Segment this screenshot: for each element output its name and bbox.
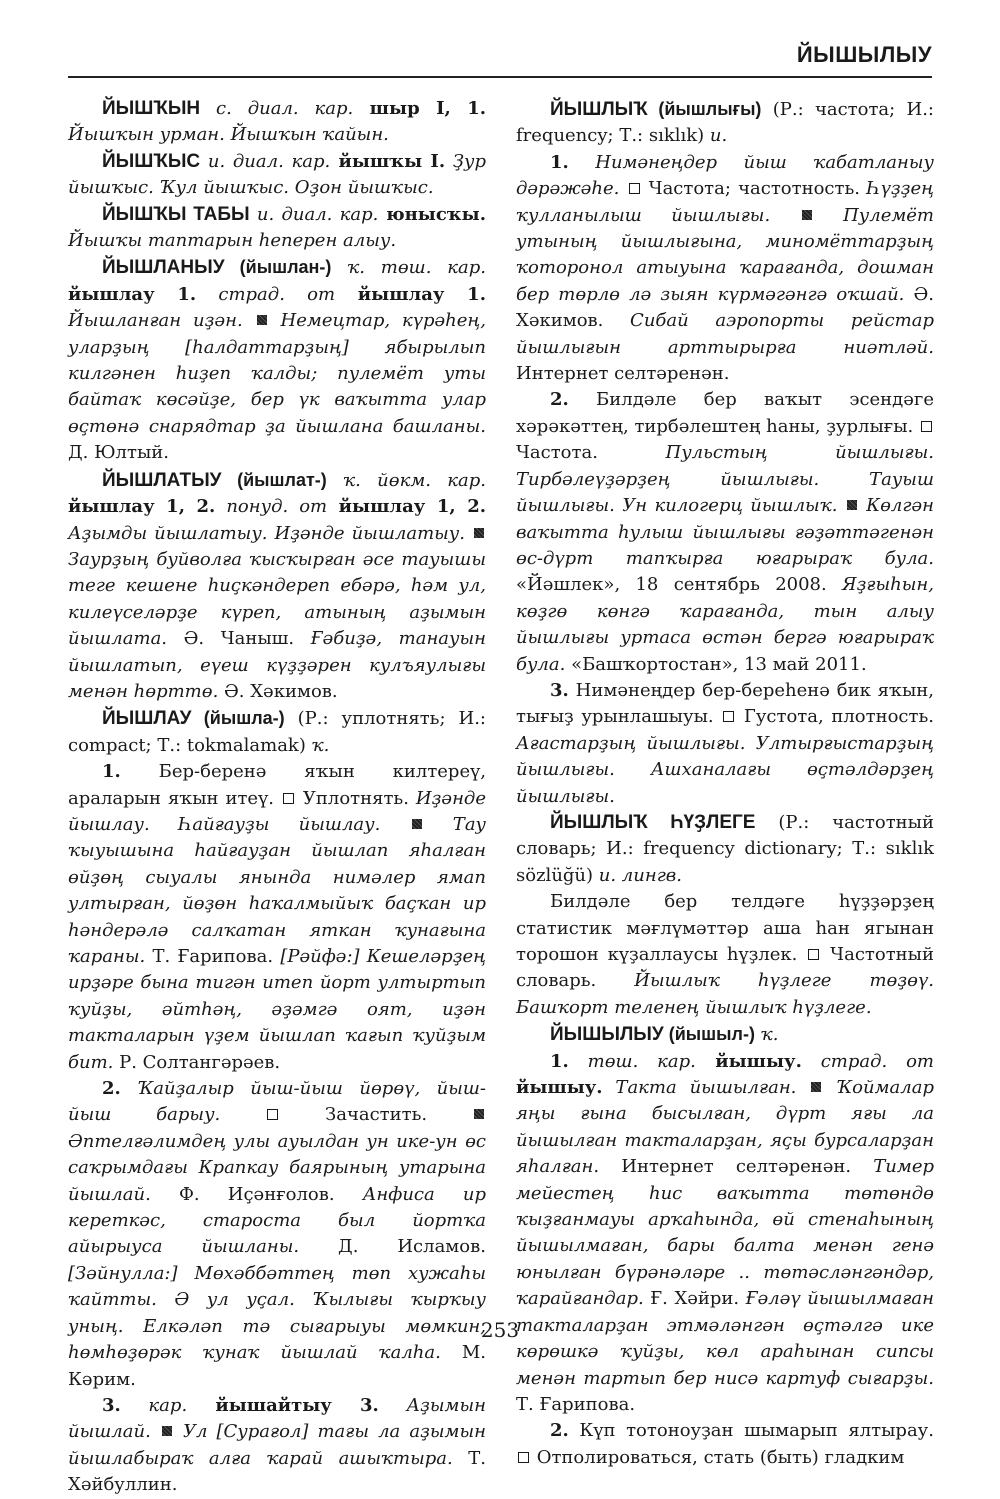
translation-marker-icon bbox=[267, 1109, 278, 1120]
translation-marker-icon bbox=[283, 793, 294, 804]
citation-author: Д. Юлтый. bbox=[68, 442, 169, 464]
headword: ЙЫШЛАТЫУ bbox=[102, 469, 222, 491]
translations: (Р.: частотный словарь; И.: frequency dictionary; Т.: sıklık sözlüğü) bbox=[516, 811, 934, 886]
definition-paragraph bbox=[516, 889, 934, 1021]
example: Иҙәнде йышлау. Һайғауҙы йышлау. bbox=[68, 787, 486, 835]
grammar-label: страд. от bbox=[196, 283, 336, 305]
example: Йышлыҡ һүҙлеге төҙөү. Башҡорт теленең йышлыҡ һүҙлеге. bbox=[516, 970, 934, 1018]
grammar-label: понуд. от bbox=[215, 496, 328, 518]
headword: ЙЫШҠЫС bbox=[102, 150, 201, 172]
headword: ЙЫШЛАНЫУ bbox=[102, 257, 225, 279]
citation: Тимер мейестең һис ваҡытта төтөндө ҡыҙғанмауы арҡаһында, өй стенаһының йышылмаған, бары балта менән генә юнылған бүрәнәләре .. төтәсләнгәндәр, ҡарайғандар. bbox=[516, 1156, 934, 1310]
citation: Яҙғыһын, көҙгө көнгә ҡарағанда, тын алыу йышлығы уртаса өстән бергә юғарыраҡ була. bbox=[516, 574, 934, 675]
citation: [Зәйнулла:] Мөхәббәттең төп хужаһы ҡайтты. Ә ул уҫал. Ҡылығы ҡырҡыу уның. Елкәләп тә сығарыуы мөмкин, һөмһөҙөрәк ҡунаҡ йышлай ҡалһа. bbox=[68, 1262, 486, 1364]
cross-reference: йышлау 1. bbox=[68, 283, 197, 305]
sense-1 bbox=[68, 759, 486, 1076]
entry-yyshlyk bbox=[516, 96, 934, 150]
citation-marker-icon bbox=[257, 315, 267, 325]
entry-yyshlatyu bbox=[68, 467, 486, 706]
citation-author: Ә. Хәкимов. bbox=[516, 283, 935, 332]
russian-equivalent: Частота; частотность. bbox=[641, 178, 860, 200]
sense-number: 2. bbox=[102, 1078, 121, 1100]
headword: ЙЫШЛЫҠ bbox=[550, 99, 648, 120]
grammar-label: страд. от bbox=[801, 1050, 934, 1072]
example: Аҙымды йышлатыу. Иҙәнде йышлатыу. bbox=[68, 522, 465, 544]
citation-author: Интернет селтәренән. bbox=[516, 363, 730, 385]
translations: (Р.: частота; И.: frequency; Т.: sıklık) bbox=[516, 99, 934, 147]
left-column bbox=[68, 96, 486, 1499]
sense-1 bbox=[516, 150, 934, 388]
citation-marker-icon bbox=[474, 1109, 484, 1119]
cross-reference: йышҡы I. bbox=[330, 150, 446, 172]
sense-3 bbox=[516, 678, 934, 810]
page-number: 253 bbox=[480, 1318, 520, 1342]
citation: Әптелғәлимдең улы ауылдан ун ике-ун өс саҡрымдағы Крапкау баярының утарына йышлай. bbox=[68, 1130, 486, 1205]
example: Йышҡы таптарын һеперен алыу. bbox=[68, 230, 397, 252]
entry-yyshylyu bbox=[516, 1021, 934, 1048]
citation: Заурҙың буйволға ҡысҡырған әсе тауышы теге кешене һиҫкәндереп ебәрә, һәм ул, килеүселәрҙе күреп, атының аҙымын йышлата. bbox=[68, 548, 486, 650]
translation-marker-icon bbox=[518, 1452, 529, 1463]
cross-reference: йышлау 1, 2. bbox=[68, 496, 216, 518]
example: Йышҡын урман. Йышҡын ҡайын. bbox=[68, 124, 389, 146]
citation: Анфиса ир кереткәс, староста был йортҡа айырыуса йышланы. bbox=[68, 1183, 486, 1258]
right-column bbox=[516, 96, 934, 1471]
citation-author: Т. Ғарипова. bbox=[516, 1393, 636, 1415]
citation: [Рәйфә:] Кешеләрҙең ирҙәре бына тигән итеп йорт ултыртып ҡуйҙы, әйтһәң, әҙәмгә оят, иҙән такталарын үҙем йышлап ҡағып ҡуйҙым бит. bbox=[68, 946, 486, 1073]
grammar-label: ҡ. төш. кар. bbox=[331, 257, 486, 279]
citation-author: Интернет селтәренән. bbox=[599, 1156, 852, 1178]
citation-author: Ф. Иҫәнғолов. bbox=[150, 1183, 335, 1205]
definition: Ҡайҙалыр йыш-йыш йөрөү, йыш-йыш барыу. bbox=[68, 1078, 486, 1126]
citation-author: «Башҡортостан», 13 май 2011. bbox=[565, 653, 867, 675]
russian-equivalent: Уплотнять. bbox=[295, 787, 409, 809]
citation-author: М. Кәрим. bbox=[68, 1342, 486, 1390]
header-rule bbox=[68, 76, 932, 78]
grammar-label: и. диал. кар. bbox=[249, 203, 379, 225]
sense-2 bbox=[516, 1418, 934, 1471]
sense-number: 1. bbox=[550, 151, 569, 173]
entry-yyshlau bbox=[68, 705, 486, 759]
citation: Ул [Сурағол] тағы ла аҙымын йышлабыраҡ алға ҡарай ашыҡтыра. bbox=[68, 1421, 486, 1469]
stem-form: (йышлан-) bbox=[224, 257, 332, 278]
cross-reference: йышайтыу 3. bbox=[187, 1394, 379, 1416]
definition: Билдәле бер ваҡыт эсендәге хәрәкәттең, тирбәлештең һаны, ҙурлығы. bbox=[516, 389, 934, 437]
cross-reference: йышлау 1, 2. bbox=[327, 496, 487, 518]
russian-equivalent: Частотный словарь. bbox=[516, 944, 934, 992]
russian-equivalent: Частота. bbox=[516, 442, 598, 464]
citation-marker-icon bbox=[474, 528, 484, 538]
citation-marker-icon bbox=[847, 500, 857, 510]
citation: Сибай аэропорты рейстар йышлығын арттырырға ниәтләй. bbox=[516, 310, 934, 358]
citation-author: Ғ. Хәйри. bbox=[643, 1288, 740, 1310]
grammar-label: и. bbox=[704, 125, 728, 147]
entry-yyshlanyu bbox=[68, 254, 486, 466]
definition: Нимәнеңдер йыш ҡабатланыу дәрәжәһе. bbox=[516, 151, 934, 200]
definition: Нимәнеңдер бер-береһенә бик яҡын, тығыҙ урынлашыуы. bbox=[516, 679, 934, 728]
russian-equivalent: Густота, плотность. bbox=[736, 706, 934, 728]
citation-author: «Йәшлек», 18 сентябрь 2008. bbox=[516, 574, 827, 596]
citation: Немецтар, күрәһең, уларҙың [һалдаттарҙың] ябырылып килгәнен һиҙеп ҡалды; пулемёт уты байтаҡ көсәйҙе, бер үк ваҡытта улар өҫтөнә снарядтар ҙа йышлана башланы. bbox=[68, 310, 486, 437]
cross-reference: йышлау 1. bbox=[335, 283, 486, 305]
cross-reference: юнысҡы. bbox=[378, 203, 486, 225]
sense-number: 1. bbox=[102, 761, 121, 783]
citation-author: Т. Ғарипова. bbox=[145, 946, 274, 967]
example: Йышланған иҙән. bbox=[68, 310, 243, 332]
entry-yyshlyk-huzlege bbox=[516, 810, 934, 889]
example: Пульстың йышлығы. Тирбәлеүҙәрҙең йышлығы. Тауыш йышлығы. Ун килогерц йышлыҡ. bbox=[516, 442, 934, 517]
stem-form: (йышла-) bbox=[191, 708, 285, 729]
headword: ЙЫШЛАУ bbox=[102, 708, 192, 730]
stem-form: (йышлат-) bbox=[221, 469, 327, 490]
grammar-label: төш. кар. bbox=[568, 1050, 696, 1072]
citation-author: Р. Солтангәрәев. bbox=[113, 1051, 281, 1073]
grammar-label: ҡ. йөкм. кар. bbox=[326, 469, 486, 491]
citation-author: Т. Хәйбуллин. bbox=[68, 1447, 486, 1496]
entry-yyshky-taby bbox=[68, 202, 486, 255]
sense-number: 3. bbox=[102, 1394, 121, 1416]
stem-form: (йышлығы) bbox=[647, 99, 762, 119]
sense-3 bbox=[68, 1393, 486, 1499]
grammar-label: ҡ. bbox=[305, 734, 330, 756]
citation-author: Д. Исламов. bbox=[299, 1236, 486, 1258]
grammar-label: и. лингв. bbox=[593, 864, 683, 886]
sense-number: 1. bbox=[550, 1050, 569, 1072]
headword: ЙЫШЛЫҠ ҺҮҘЛЕГЕ bbox=[550, 811, 756, 833]
russian-equivalent: Зачастить. bbox=[280, 1104, 428, 1126]
running-head: ЙЫШЫЛЫУ bbox=[796, 42, 932, 67]
citation-author: Ә. Чаныш. bbox=[167, 628, 295, 650]
example: Ағастарҙың йышлығы. Ултырғыстарҙың йышлығы. Ашханалағы өҫтәлдәрҙең йышлығы. bbox=[516, 732, 934, 807]
grammar-label: кар. bbox=[120, 1394, 188, 1416]
example: Аҙымын йышлай. bbox=[68, 1394, 487, 1443]
translation-marker-icon bbox=[723, 711, 734, 722]
example: Такта йышылған. bbox=[602, 1077, 797, 1099]
definition: Бер-беренә яҡын килтереү, араларын яҡын итеү. bbox=[68, 761, 486, 809]
example: Ҙур йышҡыс. Ҡул йышҡыс. Оҙон йышҡыс. bbox=[68, 150, 486, 199]
citation-author: Ә. Хәкимов. bbox=[218, 680, 338, 702]
headword: ЙЫШЫЛЫУ bbox=[550, 1024, 664, 1046]
translation-marker-icon bbox=[808, 949, 819, 960]
translations: (Р.: уплотнять; И.: compact; Т.: tokmalamak) bbox=[68, 708, 486, 756]
grammar-label: ҡ. bbox=[754, 1024, 779, 1046]
example: Һүҙҙең ҡулланылыш йышлығы. bbox=[516, 178, 934, 226]
citation-marker-icon bbox=[802, 210, 812, 220]
sense-number: 3. bbox=[550, 679, 569, 701]
citation: Ғәләү йышылмаған такталарҙан этмәләнгән өҫтәлгә ике көрөшкә ҡуйҙы, көл араһынан сипсы менән тартып бер нисә картуф сығарҙы. bbox=[516, 1288, 934, 1389]
citation: Тау ҡыуышына һайғауҙан йышлап яһалған өйҙөң сыуалы янында нимәлер ямап ултырған, йөҙөн һаҡалмыйыҡ баҫҡан ир һәндерәлә салҡатан яткан ҡунағына ҡараны. bbox=[68, 813, 486, 967]
grammar-label: и. диал. кар. bbox=[200, 150, 331, 172]
citation-marker-icon bbox=[162, 1426, 172, 1436]
grammar-label: с. диал. кар. bbox=[200, 98, 354, 119]
cross-reference: йышыу. bbox=[516, 1077, 603, 1099]
citation: Ғәбиҙә, танауын йышлатып, еүеш күҙҙәрен кулъяулығы менән һөрттө. bbox=[68, 628, 486, 702]
headword: ЙЫШҠЫ ТАБЫ bbox=[102, 203, 250, 225]
sense-number: 2. bbox=[550, 1420, 569, 1442]
sense-2 bbox=[516, 387, 934, 677]
cross-reference: шыр I, 1. bbox=[353, 98, 486, 119]
citation-marker-icon bbox=[412, 819, 422, 829]
russian-equivalent: Отполироваться, стать (быть) гладким bbox=[531, 1446, 905, 1468]
entry-yyshkys bbox=[68, 149, 486, 202]
translation-marker-icon bbox=[629, 183, 640, 194]
cross-reference: йышыу. bbox=[695, 1050, 802, 1072]
sense-number: 2. bbox=[550, 389, 569, 411]
translation-marker-icon bbox=[921, 421, 932, 432]
sense-2 bbox=[68, 1076, 486, 1393]
stem-form: (йышыл-) bbox=[663, 1024, 755, 1045]
headword: ЙЫШҠЫН bbox=[102, 98, 201, 119]
citation-marker-icon bbox=[811, 1082, 821, 1092]
definition: Билдәле бер телдәге һүҙҙәрҙең статистик мәғлүмәттәр аша һан ягынан торошон күҙаллаусы һүҙлек. bbox=[516, 891, 934, 965]
citation: Көлгән ваҡытта һулыш йышлығы ғәҙәттәгенән өс-дүрт тапҡырға юғарыраҡ була. bbox=[516, 495, 934, 569]
citation: Пулемёт утының йышлығына, миномёттарҙың ҡоторонол атыуына ҡарағанда, дошман бер төрлө лә зыян күрмәгәнгә оҡшай. bbox=[516, 204, 934, 305]
sense-1 bbox=[516, 1049, 934, 1419]
definition: Күп тотоноуҙан шымарып ялтырау. bbox=[568, 1420, 934, 1442]
citation: Ҡоймалар яңы ғына бысылған, дүрт яғы ла йышылған такталарҙан, яҫы бурсаларҙан яһалған. bbox=[516, 1077, 934, 1178]
entry-yyshkyn bbox=[68, 96, 486, 149]
